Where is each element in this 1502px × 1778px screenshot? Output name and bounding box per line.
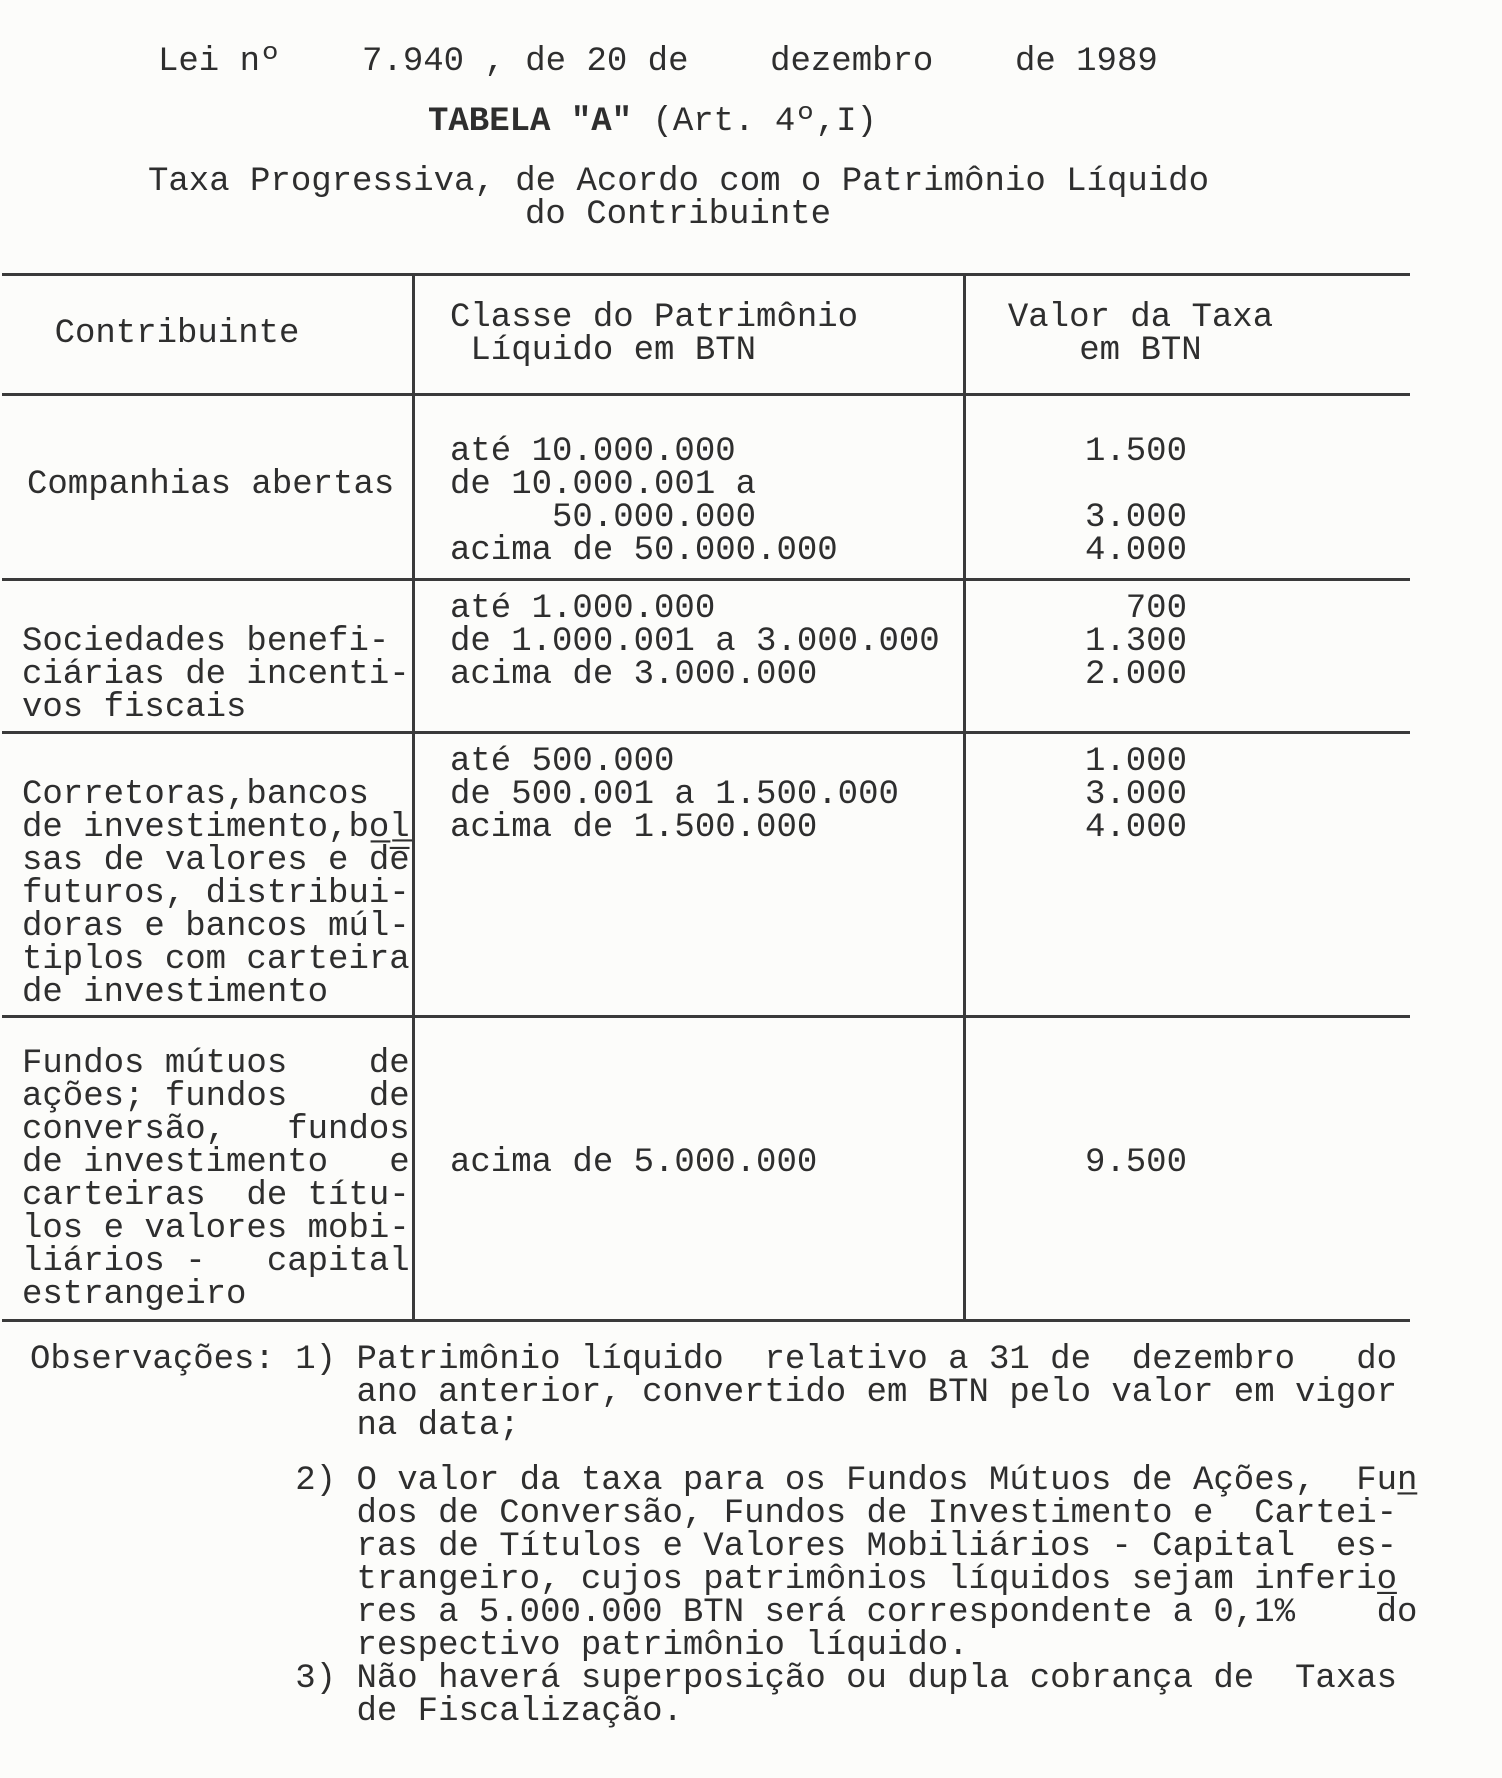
cell-line: 4.000 [1084, 809, 1187, 847]
cell-line: estrangeiro [22, 1276, 247, 1314]
cell-classes [412, 396, 966, 578]
cell-line [22, 746, 412, 779]
cell-line: ciárias de incenti- [22, 656, 410, 694]
cell-line: até 500.000 [450, 743, 675, 781]
observation-2-line: dos de Conversão, Fundos de Investimento e Cartei- [30, 1495, 1398, 1533]
cell-line: 1.000 [1084, 743, 1187, 781]
table-subtitle-line2: do Contribuinte [525, 196, 832, 234]
cell-line: ações; fundos de [22, 1078, 410, 1116]
cell-line [966, 469, 1187, 502]
cell-line: 4.000 [1084, 532, 1187, 570]
cell-line [450, 1114, 963, 1147]
header-valor-line2: em BTN [1079, 332, 1202, 370]
observation-2-line: ras de Títulos e Valores Mobiliários - Capital es- [30, 1528, 1398, 1566]
cell-classes [412, 1018, 966, 1319]
cell-classes [412, 734, 966, 1015]
progressive-tax-table [2, 273, 1410, 1322]
cell-valores [966, 396, 1410, 578]
header-classe-line1: Classe do Patrimônio [450, 299, 859, 337]
cell-line [966, 1048, 1187, 1081]
cell-line: sas de valores e d̅e̅ [22, 842, 410, 880]
observation-2-line: respectivo patrimônio líquido. [30, 1627, 969, 1665]
cell-line: Fundos mútuos de [22, 1045, 410, 1083]
cell-line: de investimento [22, 974, 329, 1012]
cell-line: 9.500 [1084, 1144, 1187, 1182]
cell-line: de investimento,bol̲ [22, 809, 410, 847]
cell-line: 3.000 [1084, 499, 1187, 537]
cell-valores [966, 734, 1410, 1015]
table-row-sociedades-beneficiarias [2, 581, 1410, 734]
tabela-heading-bold: TABELA "A" [428, 103, 633, 141]
cell-line: acima de 3.000.000 [450, 656, 818, 694]
cell-line: 1.500 [1084, 433, 1187, 471]
cell-line: Sociedades benefi- [22, 623, 390, 661]
law-title-line: Lei nº 7.940 , de 20 de dezembro de 1989 [158, 43, 1158, 81]
cell-line: acima de 50.000.000 [450, 532, 838, 570]
table-header-row [2, 276, 1410, 396]
cell-line [966, 1081, 1187, 1114]
observation-2-line: res a 5.000.000 BTN será correspondente a 0,1% do [30, 1594, 1418, 1632]
cell-line: los e valores mobi- [22, 1210, 410, 1248]
cell-line: acima de 5.000.000 [450, 1144, 818, 1182]
cell-line: 2.000 [1084, 656, 1187, 694]
cell-line: vos fiscais [22, 689, 247, 727]
cell-classes [412, 581, 966, 731]
cell-line: de 10.000.001 a [450, 466, 757, 504]
cell-line [22, 593, 412, 626]
cell-contribuinte [2, 734, 412, 1015]
observation-1-line: na data; [30, 1407, 520, 1445]
cell-valores [966, 581, 1410, 731]
table-row-companhias-abertas [2, 396, 1410, 581]
header-contribuinte [2, 276, 412, 393]
cell-line [450, 1048, 963, 1081]
table-subtitle-line1: Taxa Progressiva, de Acordo com o Patrimônio Líquido [148, 163, 1209, 201]
cell-line: tiplos com carteira [22, 941, 410, 979]
observation-2-line: trangeiro, cujos patrimônios líquidos sejam inferio̲ [30, 1561, 1398, 1599]
cell-line: de investimento e [22, 1144, 410, 1182]
cell-line: conversão, fundos [22, 1111, 410, 1149]
cell-line: 3.000 [1084, 776, 1187, 814]
cell-line: acima de 1.500.000 [450, 809, 818, 847]
observation-2-line: 2) O valor da taxa para os Fundos Mútuos de Ações, Fun̲ [30, 1462, 1418, 1500]
cell-line [27, 436, 412, 469]
cell-line: futuros, distribui- [22, 875, 410, 913]
cell-line: carteiras de títu- [22, 1177, 410, 1215]
cell-line: de 500.001 a 1.500.000 [450, 776, 899, 814]
observation-1-line: Observações: 1) Patrimônio líquido relativo a 31 de dezembro do [30, 1341, 1398, 1379]
observation-3-line: de Fiscalização. [30, 1693, 683, 1731]
cell-line: doras e bancos múl- [22, 908, 410, 946]
header-valor-line1: Valor da Taxa [1007, 299, 1274, 337]
table-row-corretoras-bancos [2, 734, 1410, 1018]
cell-line: até 10.000.000 [450, 433, 736, 471]
cell-line: Corretoras,bancos [22, 776, 369, 814]
cell-contribuinte [2, 396, 412, 578]
cell-line: 50.000.000 [450, 499, 757, 537]
cell-contribuinte [2, 1018, 412, 1319]
cell-line [966, 1114, 1187, 1147]
header-valor-taxa [966, 276, 1410, 393]
cell-line: até 1.000.000 [450, 590, 716, 628]
header-contribuinte-label: Contribuinte [54, 315, 300, 353]
cell-line: 700 [1125, 590, 1187, 628]
cell-line: de 1.000.001 a 3.000.000 [450, 623, 940, 661]
header-classe-patrimonio [412, 276, 966, 393]
cell-contribuinte [2, 581, 412, 731]
cell-line: 1.300 [1084, 623, 1187, 661]
tabela-heading-article: (Art. 4º,I) [632, 103, 877, 141]
cell-line: liários - capital [22, 1243, 410, 1281]
observation-1-line: ano anterior, convertido em BTN pelo valor em vigor [30, 1374, 1398, 1412]
header-classe-line2: Líquido em BTN [450, 332, 757, 370]
cell-valores [966, 1018, 1410, 1319]
table-row-fundos-mutuos [2, 1018, 1410, 1319]
observations-block [30, 1341, 1418, 1731]
cell-line [450, 1081, 963, 1114]
observation-3-line: 3) Não haverá superposição ou dupla cobrança de Taxas [30, 1660, 1398, 1698]
cell-line: Companhias abertas [27, 466, 395, 504]
tabela-heading [428, 103, 877, 141]
